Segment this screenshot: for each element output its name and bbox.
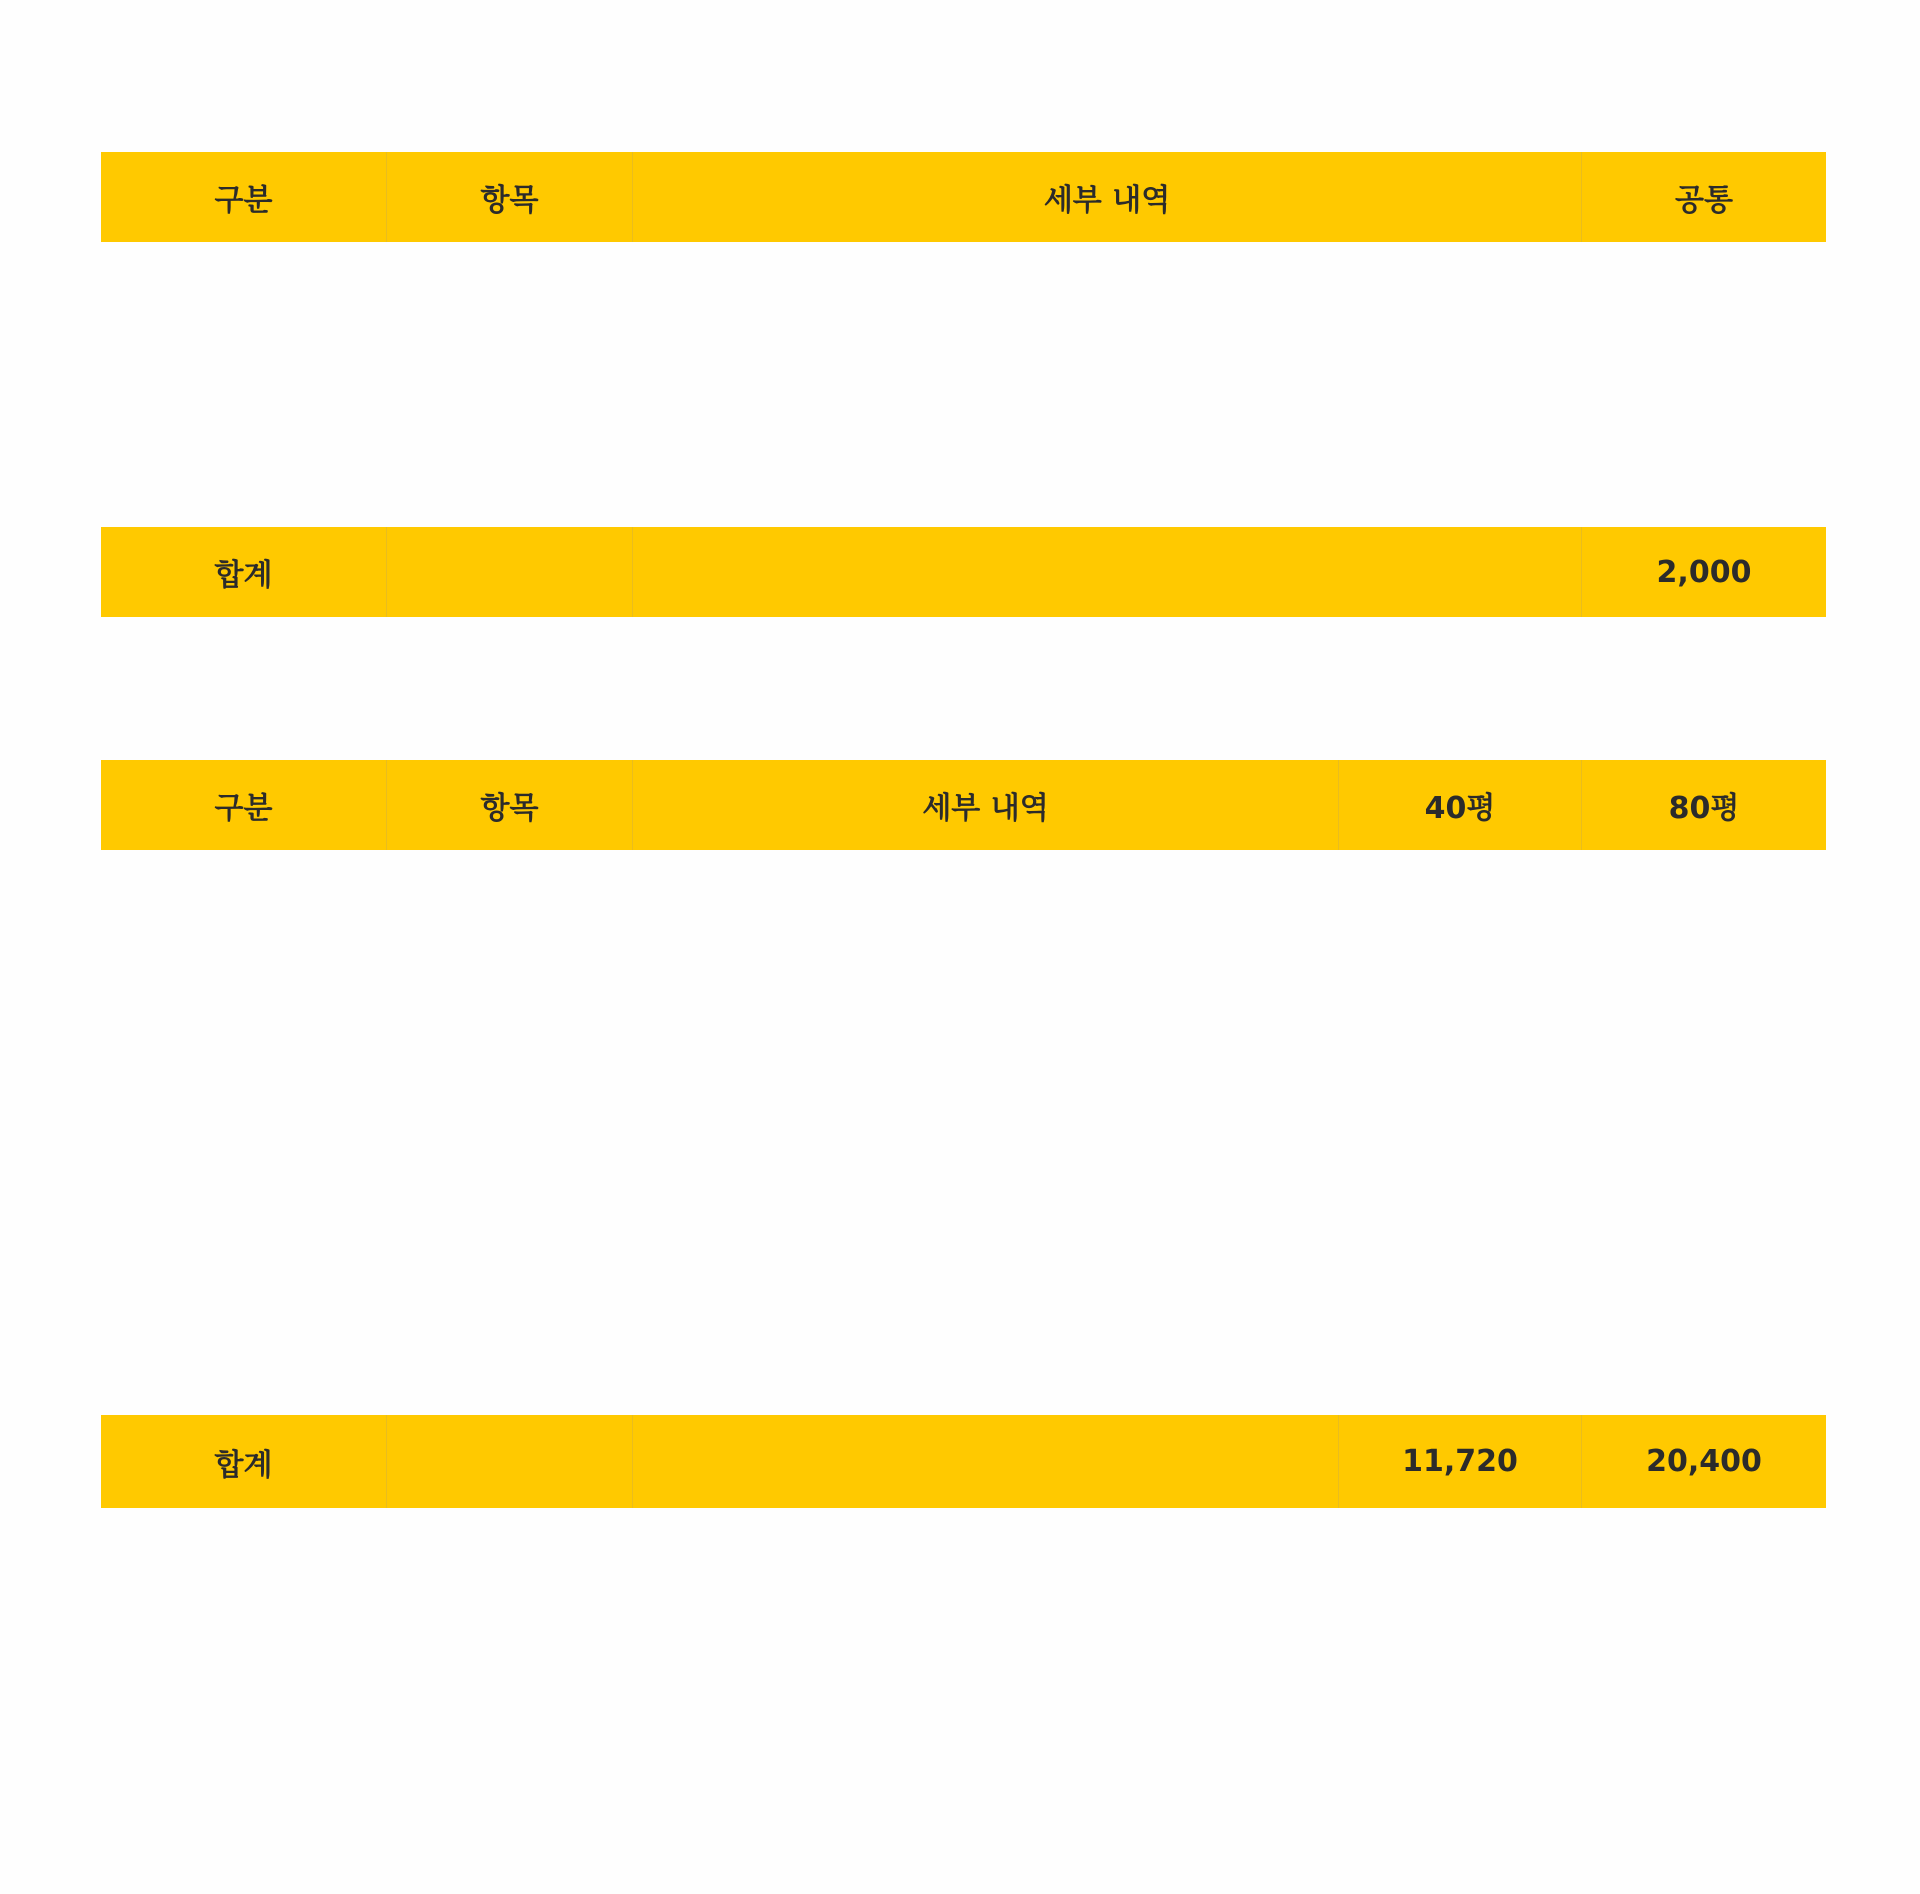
table2-header-row (101, 760, 1826, 850)
table2-header-40pyeong: 40평 (1339, 760, 1582, 850)
table1-total-label: 합계 (101, 527, 387, 617)
table2-header-item: 항목 (387, 760, 633, 850)
table2-total-label: 합계 (101, 1415, 387, 1508)
table2-header-details: 세부 내역 (633, 760, 1339, 850)
table2-total-40pyeong-value: 11,720 (1339, 1415, 1582, 1508)
table1-header-common: 공통 (1675, 183, 1733, 218)
table1-total-item-empty (387, 527, 633, 617)
table2-header-category: 구분 (101, 760, 387, 850)
table2-total-row (101, 1415, 1826, 1508)
table1-header-item: 항목 (387, 152, 633, 242)
table1-total-common-value: 2,000 (1656, 554, 1752, 590)
table1-header-row (101, 152, 1826, 242)
table2-total-details-empty (633, 1415, 1339, 1508)
table2-total-80pyeong-value: 20,400 (1646, 1444, 1762, 1479)
table1-header-category: 구분 (101, 152, 387, 242)
table1-header-details: 세부 내역 (633, 152, 1582, 242)
table2-header-80pyeong: 80평 (1668, 791, 1740, 826)
table1-total-row (101, 527, 1826, 617)
table2-total-item-empty (387, 1415, 633, 1508)
table1-total-details-empty (633, 527, 1582, 617)
